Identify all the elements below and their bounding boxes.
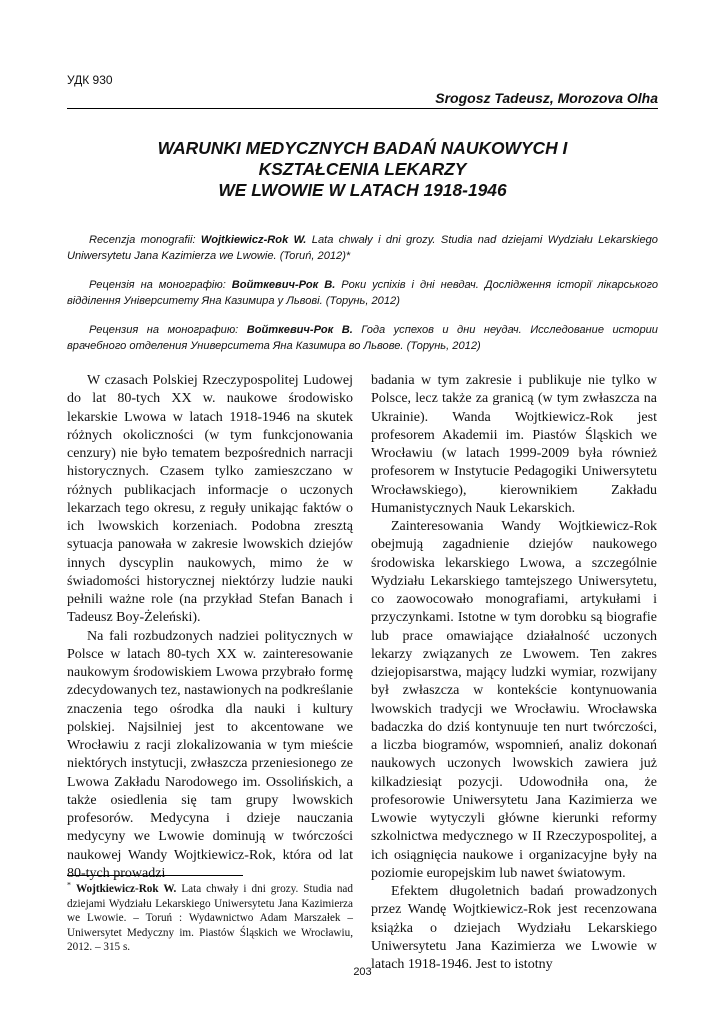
article-title — [67, 138, 658, 201]
review-author: Войткевич-Рок В. — [231, 279, 336, 291]
body-column-right — [371, 372, 657, 974]
footnote-rule — [67, 875, 243, 876]
body-paragraph: Zainteresowania Wandy Wojtkiewicz-Rok obejmują zagadnienie dziejów naukowego środowiska lekarskiego Lwowa, a szczególnie Wydziału Lekarskiego tamtejszego Uniwersytetu, co zaowocowało monografiami, artykułami i przyczynkami. Istotne w tym dorobku są biografie lub prace omawiające działalność uczonych lekarzy związanych ze Lwowem. Ten zakres dziejopisarstwa, mający ludzki wymiar, rozwijany był zwłaszcza w kontekście kontynuowania lwowskich tradycji we Wrocławiu. Wrocławska badaczka do dziś kontynuuje ten nurt twórczości, a liczba biogramów, wspomnień, analiz dokonań naukowych uczonych lwowskich zawiera już kilkadziesiąt pozycji. Udowodniła ona, że profesorowie Uniwersytetu Jana Kazimierza we Lwowie wytyczyli główne kierunki reformy szkolnictwa medycznego w II Rzeczypospolitej, a ich osiągnięcia naukowe i organizacyjne były na poziomie europejskim lub nawet światowym. — [371, 519, 657, 881]
body-paragraph: Efektem długoletnich badań prowadzonych przez Wandę Wojtkiewicz-Rok jest recenzowana książka o dziejach Wydziału Lekarskiego Uniwersytetu Jana Kazimierza we Lwowie w latach 1918-1946. Jest to istotny — [371, 884, 657, 972]
review-text: Lata chwały i dni grozy. Studia nad dziejami Wydziału Lekarskiego Uniwersytetu Jana Kazimierza we Lwowie. (Toruń, 2012)* — [67, 234, 658, 262]
authors-line: Srogosz Tadeusz, Morozova Olha — [435, 90, 658, 106]
review-prefix: Рецензія на монографію: — [89, 279, 232, 291]
udk-code: УДК 930 — [67, 73, 113, 87]
body-paragraph: W czasach Polskiej Rzeczypospolitej Ludowej do lat 80-tych XX w. naukowe środowisko lekarskie Lwowa w latach 1918-1946 na skutek różnych okoliczności (w tym funkcjonowania cenzury) nie było tematem bezpośrednich narracji historycznych. Czasem tylko zamieszczano w różnych publikacjach informacje o uczonych lekarzach tego okresu, z reguły unikając faktów o ich lwowskich korzeniach. Podobna zresztą sytuacja panowała w zakresie lwowskich dziejów innych dyscyplin naukowych, mimo że w świadomości historycznej niektórzy ludzie nauki pełnili ważne role (na przykład Stefan Banach i Tadeusz Boy-Żeleński). — [67, 373, 353, 626]
footnote-mark: * — [67, 880, 71, 890]
footnote-text: Lata chwały i dni grozy. Studia nad dziejami Wydziału Lekarskiego Uniwersytetu Jana Kazimierza we Lwowie. – Toruń : Wydawnictwo Adam Marszałek – Uniwersytet Medyczny im. Piastów Śląskich we Wrocławiu, 2012. – 315 s. — [67, 883, 353, 954]
review-block — [67, 232, 658, 367]
review-text: Года успехов и дни неудач. Исследование истории врачебного отделения Университета Яна Казимира во Львове. (Торунь, 2012) — [67, 324, 658, 352]
review-prefix: Рецензия на монографию: — [89, 324, 247, 336]
review-ukrainian — [67, 277, 658, 309]
review-author: Войткевич-Рок В. — [246, 324, 353, 336]
footnote — [67, 882, 353, 955]
title-line-2: KSZTAŁCENIA LEKARZY — [258, 159, 467, 179]
header-rule — [67, 108, 658, 109]
review-author: Wojtkiewicz-Rok W. — [200, 234, 307, 246]
footnote-author: Wojtkiewicz-Rok W. — [75, 883, 177, 895]
title-line-3: WE LWOWIE W LATACH 1918-1946 — [218, 180, 507, 200]
review-polish — [67, 232, 658, 264]
review-prefix: Recenzja monografii: — [89, 234, 201, 246]
body-column-left — [67, 372, 353, 883]
body-paragraph: badania w tym zakresie i publikuje nie tylko w Polsce, lecz także za granicą (w tym zwłaszcza na Ukrainie). Wanda Wojtkiewicz-Rok jest profesorem Akademii im. Piastów Śląskich we Wrocławiu (w latach 1999-2009 była również profesorem w Instytucie Pedagogiki Uniwersytetu Wrocławskiego), kierownikiem Zakładu Humanistycznych Nauk Lekarskich. — [371, 373, 657, 516]
title-line-1: WARUNKI MEDYCZNYCH BADAŃ NAUKOWYCH I — [157, 138, 568, 158]
review-text: Роки успіхів і дні невдач. Дослідження історії лікарського відділення Університету Яна Казимира у Львові. (Торунь, 2012) — [67, 279, 658, 307]
body-paragraph: Na fali rozbudzonych nadziei politycznych w Polsce w latach 80-tych XX w. zainteresowanie naukowym środowiskiem Lwowa przybrało formę zdecydowanych tez, nastawionych na podkreślanie znaczenia tego ośrodka dla nauki i kultury polskiej. Najsilniej jest to akcentowane we Wrocławiu z racji zlokalizowania w tym mieście niektórych instytucji, zwłaszcza przeniesionego ze Lwowa Zakładu Narodowego im. Ossolińskich, a także osiedlenia się tam grupy lwowskich profesorów. Medycyna i dzieje nauczania medycyny we Lwowie dominują w twórczości naukowej Wandy Wojtkiewicz-Rok, która od lat 80-tych prowadzi — [67, 628, 353, 881]
review-russian — [67, 322, 658, 354]
page-number: 203 — [353, 966, 372, 978]
